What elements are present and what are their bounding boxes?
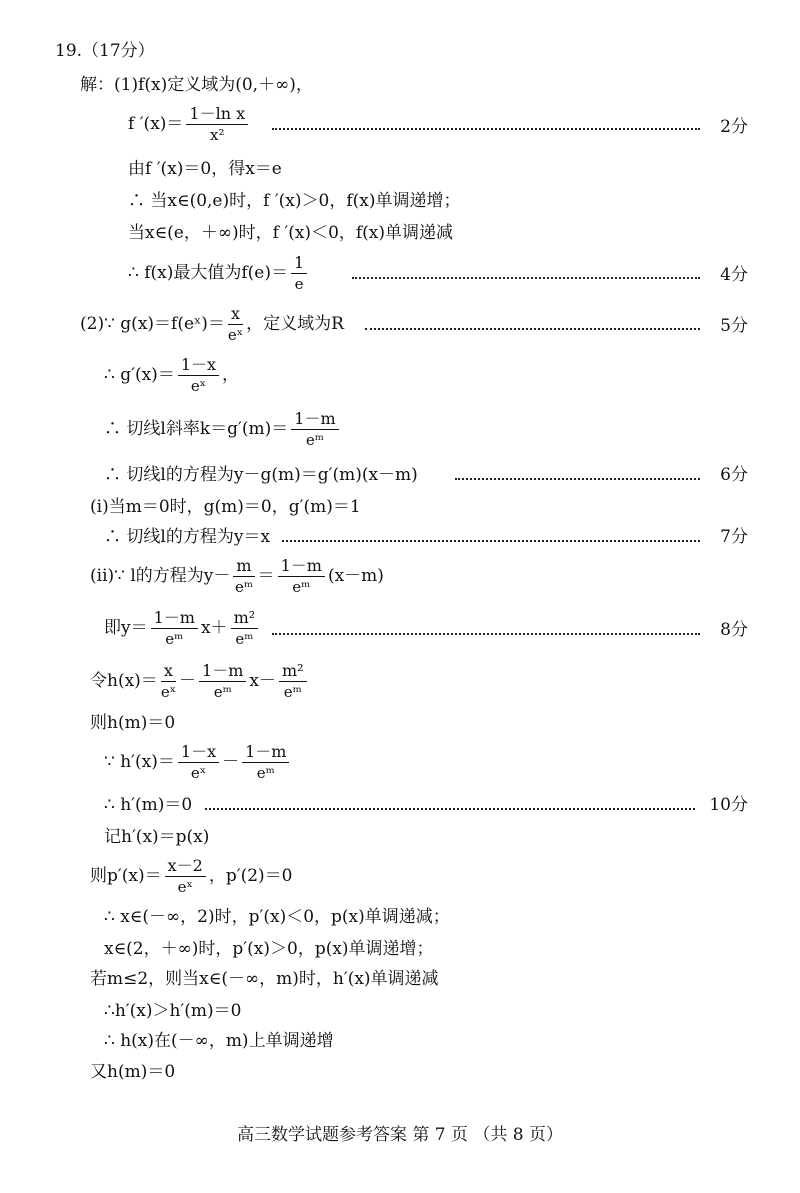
dot-leader bbox=[205, 808, 695, 810]
score-2: 2分 bbox=[720, 117, 748, 137]
solution-line: 则h(m)＝0 bbox=[90, 713, 176, 733]
problem-header: 19.（17分） bbox=[55, 41, 155, 61]
solution-line: 又h(m)＝0 bbox=[90, 1062, 176, 1082]
score-7: 7分 bbox=[720, 527, 748, 547]
solution-line: ∴ 切线l斜率k＝g′(m)＝ $\frac{1-m}{\text{eᵐ}}$ bbox=[104, 409, 342, 450]
solution-line: 即y＝ $\frac{1-m}{\text{eᵐ}}$ x＋ $\frac{\text{m²}}{\text{eᵐ}}$ bbox=[104, 608, 261, 649]
dot-leader bbox=[365, 328, 700, 330]
solution-line: 令h(x)＝ $\frac{x}{\text{eˣ}}$ － $\frac{1-m}{\text{eᵐ}}$ x－ $\frac{\text{m²}}{\text{eᵐ}}$ bbox=[90, 661, 310, 702]
score-10: 10分 bbox=[709, 795, 748, 815]
solution-line: ∴h′(x)＞h′(m)＝0 bbox=[104, 1001, 242, 1021]
solution-line: ∴ 切线l的方程为y＝x bbox=[104, 527, 271, 547]
score-5: 5分 bbox=[720, 316, 748, 336]
solution-line: 记h′(x)＝p(x) bbox=[104, 827, 210, 847]
solution-line: 解：(1)f(x)定义域为(0,＋∞)， bbox=[80, 75, 313, 95]
solution-line: ∴ h′(m)＝0 bbox=[104, 795, 193, 815]
solution-line: (ii)∵ l的方程为y－ $\frac{m}{\text{eᵐ}}$ ＝ $\frac{1-m}{\text{eᵐ}}$ (x－m) bbox=[90, 556, 384, 596]
derivative-line: f ′(x)＝ $\frac{\text{1－ln x}}{\text{x²}}$ bbox=[128, 104, 251, 145]
solution-line: ∴ h(x)在(－∞，m)上单调递增 bbox=[104, 1031, 334, 1051]
solution-line: 由f ′(x)＝0，得x＝e bbox=[128, 159, 282, 179]
dot-leader bbox=[455, 478, 700, 480]
dot-leader bbox=[352, 277, 700, 279]
solution-line: 当x∈(e，＋∞)时，f ′(x)＜0，f(x)单调递减 bbox=[128, 223, 454, 243]
solution-line: x∈(2，＋∞)时，p′(x)＞0，p(x)单调递增； bbox=[104, 939, 434, 959]
score-8: 8分 bbox=[720, 620, 748, 640]
dot-leader bbox=[272, 128, 700, 130]
page-footer: 高三数学试题参考答案 第 7 页 （共 8 页） bbox=[236, 1125, 564, 1145]
solution-line: 则p′(x)＝ $\frac{x-2}{\text{eˣ}}$ ，p′(2)＝0 bbox=[90, 856, 293, 896]
max-value-line: ∴ f(x)最大值为f(e)＝ $\frac{1}{e}$ bbox=[128, 253, 310, 294]
solution-line: ∴ g′(x)＝ $\frac{1-x}{\text{eˣ}}$ ， bbox=[104, 355, 240, 395]
score-6: 6分 bbox=[720, 465, 748, 485]
dot-leader bbox=[272, 633, 700, 635]
solution-line: ∴ x∈(－∞，2)时，p′(x)＜0，p(x)单调递减； bbox=[104, 907, 450, 927]
solution-line: ∴ 切线l的方程为y－g(m)＝g′(m)(x－m) bbox=[104, 465, 418, 485]
part2-definition-line: (2)∵ g(x)＝f(eˣ)＝ $\frac{x}{\text{eˣ}}$ ，定义域为R bbox=[80, 304, 344, 344]
solution-line: ∴ 当x∈(0,e)时，f ′(x)＞0，f(x)单调递增； bbox=[128, 191, 461, 211]
solution-line: (i)当m＝0时，g(m)＝0，g′(m)＝1 bbox=[90, 497, 361, 517]
solution-line: 若m≤2，则当x∈(－∞，m)时，h′(x)单调递减 bbox=[90, 969, 439, 989]
score-4: 4分 bbox=[720, 265, 748, 285]
solution-line: ∵ h′(x)＝ $\frac{1-x}{\text{eˣ}}$ － $\frac{1-m}{\text{eᵐ}}$ bbox=[104, 742, 292, 783]
dot-leader bbox=[282, 540, 700, 542]
